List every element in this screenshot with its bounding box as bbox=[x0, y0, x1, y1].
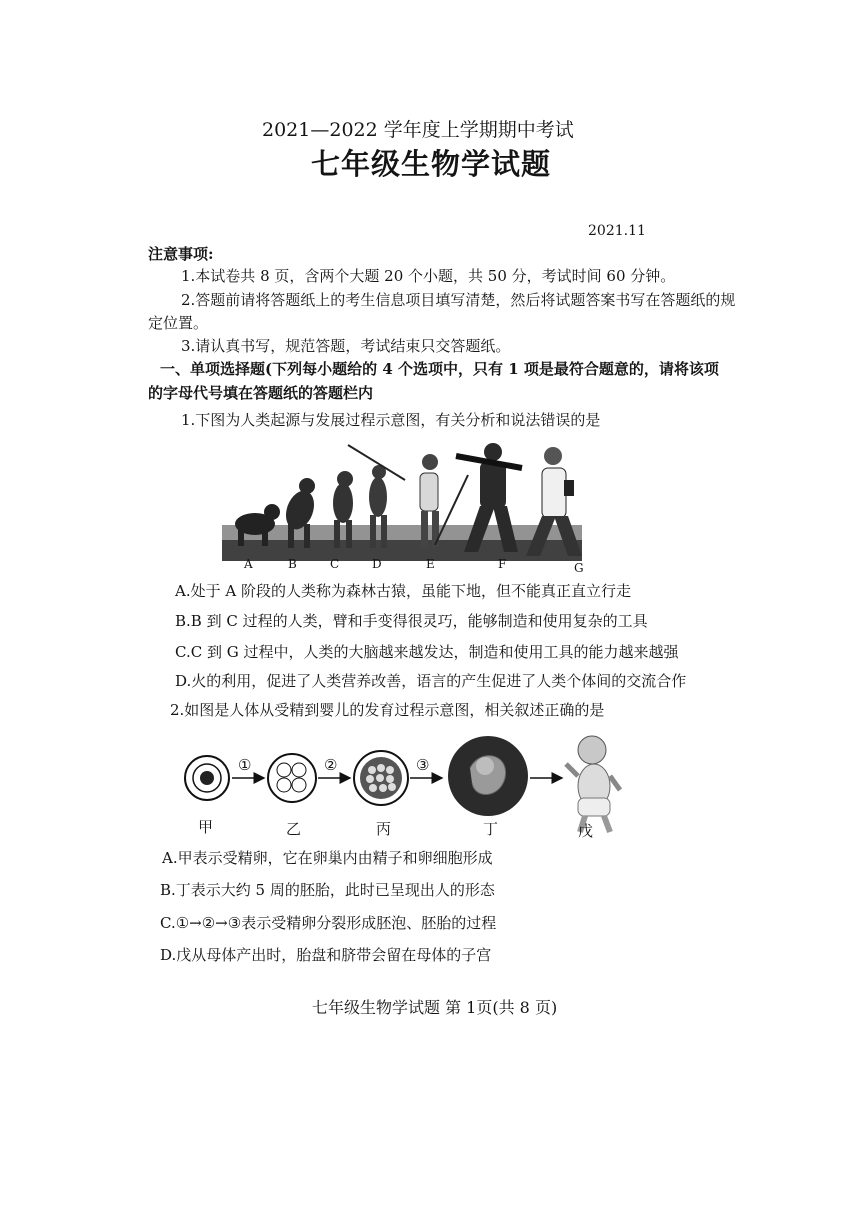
human-evolution-labels bbox=[220, 556, 600, 576]
stage-ding-embryo bbox=[448, 736, 528, 816]
label-c: C bbox=[330, 557, 340, 571]
stage-label-ding: 丁 bbox=[483, 820, 499, 838]
label-e: E bbox=[426, 557, 435, 571]
question-2-option-b: B.丁表示大约 5 周的胚胎，此时已呈现出人的形态 bbox=[160, 881, 495, 899]
step-label-3: ③ bbox=[416, 756, 430, 774]
notes-heading: 注意事项: bbox=[148, 245, 214, 263]
label-b: B bbox=[288, 557, 297, 571]
stage-label-yi: 乙 bbox=[286, 820, 302, 838]
question-2-stem: 2.如图是人体从受精到婴儿的发育过程示意图，相关叙述正确的是 bbox=[170, 701, 605, 719]
stage-yi-cleavage bbox=[268, 754, 316, 802]
note-item-1: 1.本试卷共 8 页，含两个大题 20 个小题，共 50 分，考试时间 60 分钟。 bbox=[181, 267, 676, 285]
subject-title: 七年级生物学试题 bbox=[311, 147, 552, 181]
label-g: G bbox=[574, 561, 584, 575]
exam-title: 2021—2022 学年度上学期期中考试 bbox=[262, 119, 574, 141]
question-1-option-c: C.C 到 G 过程中，人类的大脑越来越发达，制造和使用工具的能力越来越强 bbox=[175, 643, 679, 661]
question-2-option-a: A.甲表示受精卵，它在卵巢内由精子和卵细胞形成 bbox=[162, 849, 493, 867]
embryo-stage-labels bbox=[180, 812, 640, 842]
label-d: D bbox=[372, 557, 382, 571]
label-f: F bbox=[498, 557, 507, 571]
exam-date: 2021.11 bbox=[588, 223, 646, 239]
stage-jia-zygote bbox=[185, 756, 229, 800]
stage-label-bing: 丙 bbox=[376, 820, 392, 838]
stage-label-wu: 戊 bbox=[578, 822, 594, 840]
question-1-stem: 1.下图为人类起源与发展过程示意图，有关分析和说法错误的是 bbox=[181, 411, 601, 429]
note-item-3: 3.请认真书写，规范答题，考试结束只交答题纸。 bbox=[181, 337, 511, 355]
stage-bing-morula bbox=[354, 751, 408, 805]
question-2-option-d: D.戊从母体产出时，胎盘和脐带会留在母体的子宫 bbox=[160, 946, 492, 964]
label-a: A bbox=[244, 557, 253, 571]
page-footer: 七年级生物学试题 第 1页(共 8 页) bbox=[312, 998, 558, 1017]
step-label-2: ② bbox=[324, 756, 338, 774]
note-item-2-line-2: 定位置。 bbox=[148, 314, 209, 332]
stage-label-jia: 甲 bbox=[198, 818, 214, 836]
question-1-option-b: B.B 到 C 过程的人类，臂和手变得很灵巧，能够制造和使用复杂的工具 bbox=[175, 612, 648, 630]
step-label-1: ① bbox=[238, 756, 252, 774]
question-1-option-d: D.火的利用，促进了人类营养改善，语言的产生促进了人类个体间的交流合作 bbox=[175, 672, 687, 690]
section-1-heading-line-1: 一、单项选择题(下列每小题给的 4 个选项中，只有 1 项是最符合题意的，请将该项 bbox=[160, 360, 719, 378]
question-2-option-c: C.①→②→③表示受精卵分裂形成胚泡、胚胎的过程 bbox=[160, 914, 497, 932]
question-1-option-a: A.处于 A 阶段的人类称为森林古猿，虽能下地，但不能真正直立行走 bbox=[175, 582, 631, 600]
note-item-2-line-1: 2.答题前请将答题纸上的考生信息项目填写清楚，然后将试题答案书写在答题纸的规 bbox=[181, 291, 736, 309]
section-1-heading-line-2: 的字母代号填在答题纸的答题栏内 bbox=[148, 384, 374, 402]
